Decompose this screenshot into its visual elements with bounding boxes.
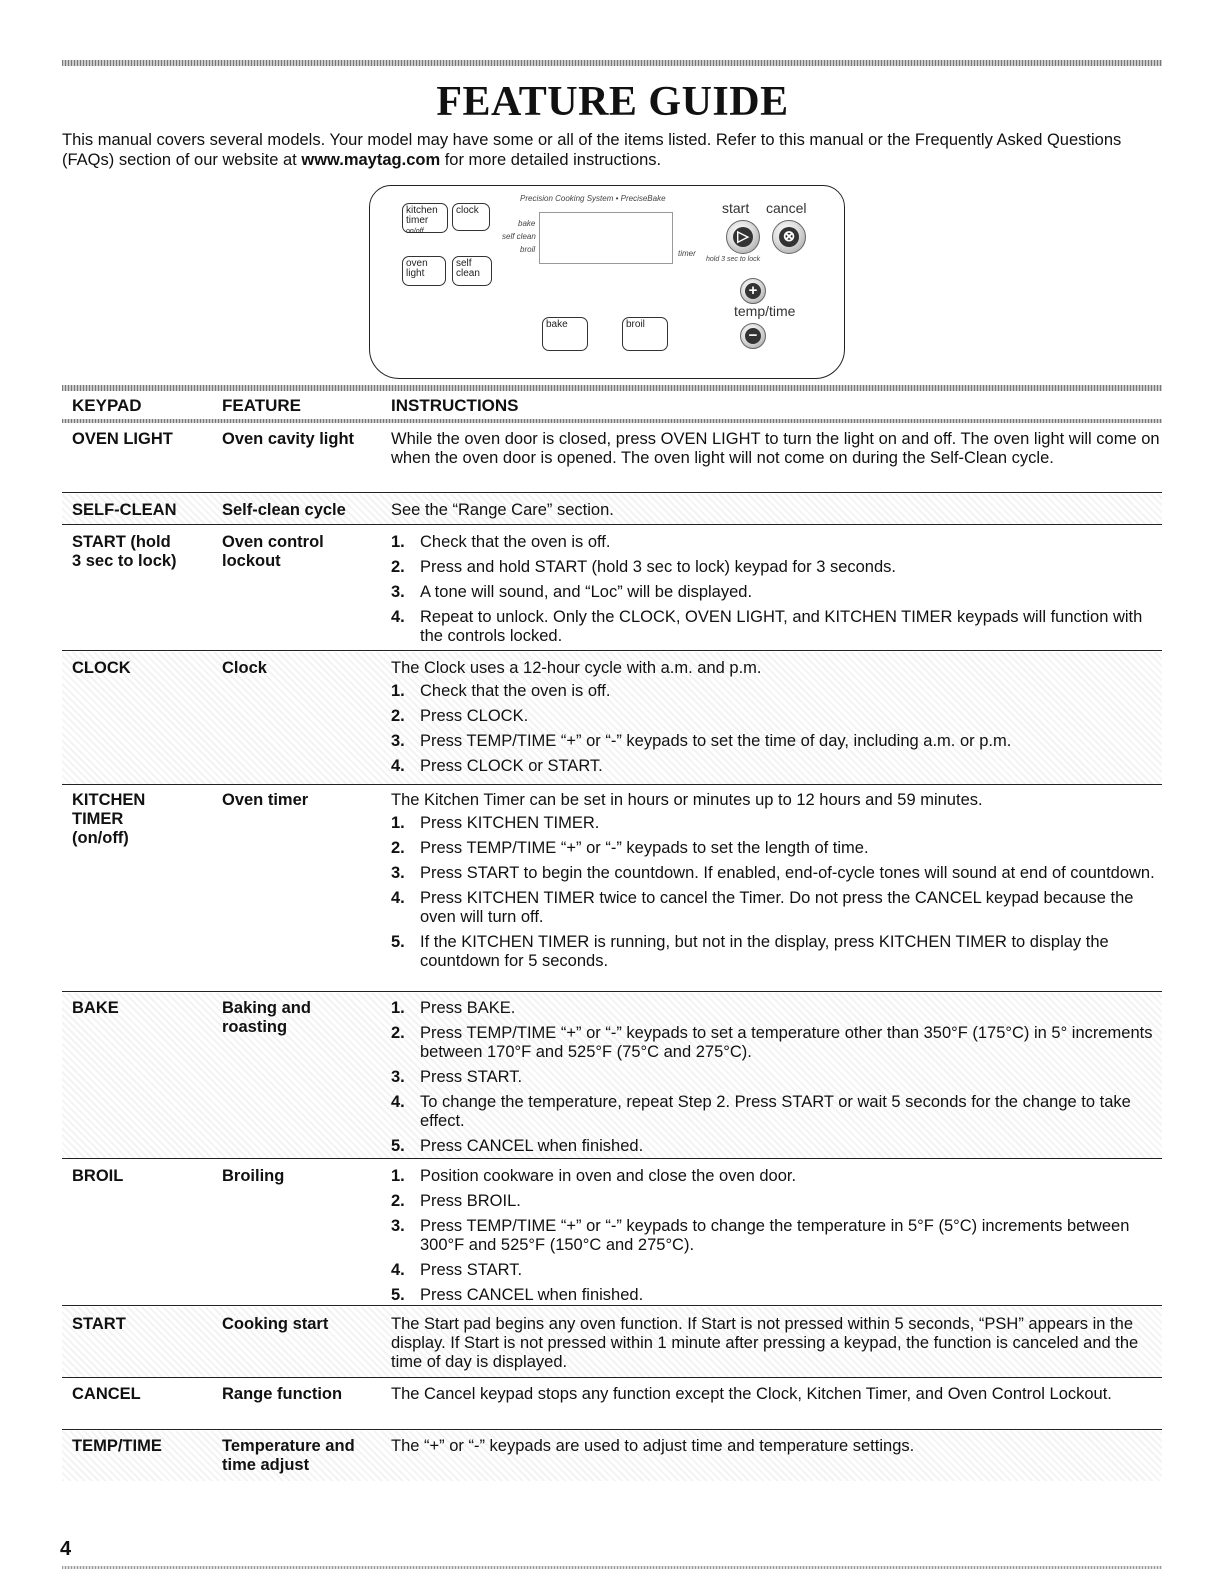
row-feature: Clock (222, 659, 267, 677)
table-row (62, 786, 1162, 992)
step-item: 4. Press START. (391, 1261, 523, 1279)
table-row (62, 993, 1162, 1159)
row-instructions: The Cancel keypad stops any function except the Clock, Kitchen Timer, and Oven Control Lockout. (391, 1385, 1112, 1403)
step-item: 3. Press TEMP/TIME “+” or “-” keypads to change the temperature in 5°F (5°C) increments between 300°F and 525°F (150°C and 275°C). (391, 1217, 1130, 1254)
table-row (62, 1431, 1162, 1481)
table-row (62, 1307, 1162, 1378)
step-item: 4. To change the temperature, repeat Step 2. Press START or wait 5 seconds for the change to take effect. (391, 1093, 1131, 1130)
display-label-broil: broil (520, 245, 536, 254)
step-item: 4. Press KITCHEN TIMER twice to cancel the Timer. Do not press the CANCEL keypad because the oven will turn off. (391, 889, 1134, 926)
row-keypad: BAKE (72, 999, 119, 1017)
panel-brand: Precision Cooking System • PreciseBake (520, 194, 666, 203)
cancel-x-icon: ⊗ (772, 220, 806, 254)
page-title: FEATURE GUIDE (436, 79, 789, 125)
row-keypad: CLOCK (72, 659, 131, 677)
intro-text: This manual covers several models. Your model may have some or all of the items listed. Refer to this manual or the Frequently Asked Questions (FAQs) section of our website at (62, 131, 1122, 169)
step-item: 1. Press KITCHEN TIMER. (391, 814, 600, 832)
step-item: 2. Press TEMP/TIME “+” or “-” keypads to set a temperature other than 350°F (175°C) in 5° increments between 170°F and 525°F (75°C and 275°C). (391, 1024, 1153, 1061)
row-keypad: START (hold 3 sec to lock) (72, 533, 177, 570)
row-feature: Broiling (222, 1167, 285, 1185)
kitchen-timer-key (402, 203, 448, 233)
step-item: 3. A tone will sound, and “Loc” will be displayed. (391, 583, 753, 601)
website-link[interactable]: www.maytag.com (301, 151, 441, 169)
start-label: start (722, 200, 750, 216)
step-item: 3. Press START to begin the countdown. If enabled, end-of-cycle tones will sound at end of countdown. (391, 864, 1155, 882)
table-row (62, 1379, 1162, 1430)
row-instructions: While the oven door is closed, press OVEN LIGHT to turn the light on and off. The oven light will come on when the oven door is opened. The oven light will not come on during the Self-Clean cycle. (391, 430, 1160, 467)
oven-light-key: oven light (402, 256, 446, 286)
row-instructions: The Clock uses a 12-hour cycle with a.m. and p.m. (391, 659, 762, 677)
row-feature: Temperature and time adjust (222, 1437, 355, 1474)
temp-time-label: temp/time (734, 303, 796, 319)
header-feature: FEATURE (222, 396, 302, 415)
cancel-label: cancel (766, 200, 807, 216)
row-instructions: The Kitchen Timer can be set in hours or minutes up to 12 hours and 59 minutes. (391, 791, 983, 809)
row-feature: Self-clean cycle (222, 501, 346, 519)
step-item: 5. Press CANCEL when finished. (391, 1286, 644, 1304)
step-item: 2. Press CLOCK. (391, 707, 529, 725)
lock-hint: hold 3 sec to lock (706, 256, 761, 263)
row-feature: Range function (222, 1385, 343, 1403)
intro-text-end: for more detailed instructions. (440, 151, 662, 169)
step-item: 3. Press START. (391, 1068, 523, 1086)
step-item: 1. Position cookware in oven and close the oven door. (391, 1167, 797, 1185)
step-item: 3. Press TEMP/TIME “+” or “-” keypads to set the time of day, including a.m. or p.m. (391, 732, 1012, 750)
step-item: 2. Press BROIL. (391, 1192, 521, 1210)
row-feature: Cooking start (222, 1315, 329, 1333)
broil-key: broil (622, 317, 668, 351)
table-row (62, 652, 1162, 785)
self-clean-key: self clean (452, 256, 492, 286)
step-item: 1. Press BAKE. (391, 999, 516, 1017)
table-row (62, 494, 1162, 525)
row-keypad: CANCEL (72, 1385, 141, 1403)
start-play-icon: ▷ (726, 220, 760, 254)
step-item: 4. Repeat to unlock. Only the CLOCK, OVEN LIGHT, and KITCHEN TIMER keypads will function with the controls locked. (391, 608, 1143, 645)
minus-icon: − (740, 323, 766, 349)
row-keypad: BROIL (72, 1167, 124, 1185)
header-keypad: KEYPAD (72, 396, 142, 415)
row-feature: Oven cavity light (222, 430, 355, 448)
row-keypad: KITCHEN TIMER (on/off) (72, 791, 146, 847)
bottom-rule (62, 1566, 1162, 1569)
intro-paragraph (62, 130, 1162, 170)
row-keypad: TEMP/TIME (72, 1437, 162, 1455)
display-label-bake: bake (518, 219, 536, 228)
display-label-self-clean: self clean (502, 232, 536, 241)
plus-icon: + (740, 278, 766, 304)
row-feature: Baking and roasting (222, 999, 311, 1036)
step-item: 2. Press TEMP/TIME “+” or “-” keypads to set the length of time. (391, 839, 869, 857)
top-rule (62, 60, 1162, 66)
step-item: 2. Press and hold START (hold 3 sec to lock) keypad for 3 seconds. (391, 558, 896, 576)
table-row (62, 426, 1162, 493)
step-item: 5. If the KITCHEN TIMER is running, but not in the display, press KITCHEN TIMER to display the countdown for 5 seconds. (391, 933, 1109, 970)
row-instructions: The Start pad begins any oven function. If Start is not pressed within 5 seconds, “PSH” appears in the display. If Start is not pressed within 1 minute after pressing a keypad, the function is canceled and the time of day is displayed. (391, 1315, 1139, 1371)
clock-key: clock (452, 203, 490, 231)
table-header-rule (62, 385, 1162, 391)
bake-key: bake (542, 317, 588, 351)
panel-display (539, 212, 673, 264)
row-feature: Oven control lockout (222, 533, 324, 570)
row-feature: Oven timer (222, 791, 309, 809)
row-keypad: SELF-CLEAN (72, 501, 177, 519)
step-item: 1. Check that the oven is off. (391, 682, 611, 700)
step-item: 5. Press CANCEL when finished. (391, 1137, 644, 1155)
kitchen-timer-key-label: kitchen timer (406, 205, 438, 226)
row-keypad: START (72, 1315, 126, 1333)
table-row (62, 1160, 1162, 1306)
table-header-rule-bottom (62, 419, 1162, 423)
header-instructions: INSTRUCTIONS (391, 396, 519, 415)
step-item: 4. Press CLOCK or START. (391, 757, 603, 775)
kitchen-timer-key-sub: on/off (406, 228, 424, 235)
step-item: 1. Check that the oven is off. (391, 533, 611, 551)
page-number: 4 (60, 1538, 72, 1560)
table-row (62, 526, 1162, 651)
display-label-timer: timer (678, 249, 696, 258)
row-instructions: See the “Range Care” section. (391, 501, 614, 519)
row-instructions: The “+” or “-” keypads are used to adjust time and temperature settings. (391, 1437, 915, 1455)
row-keypad: OVEN LIGHT (72, 430, 173, 448)
